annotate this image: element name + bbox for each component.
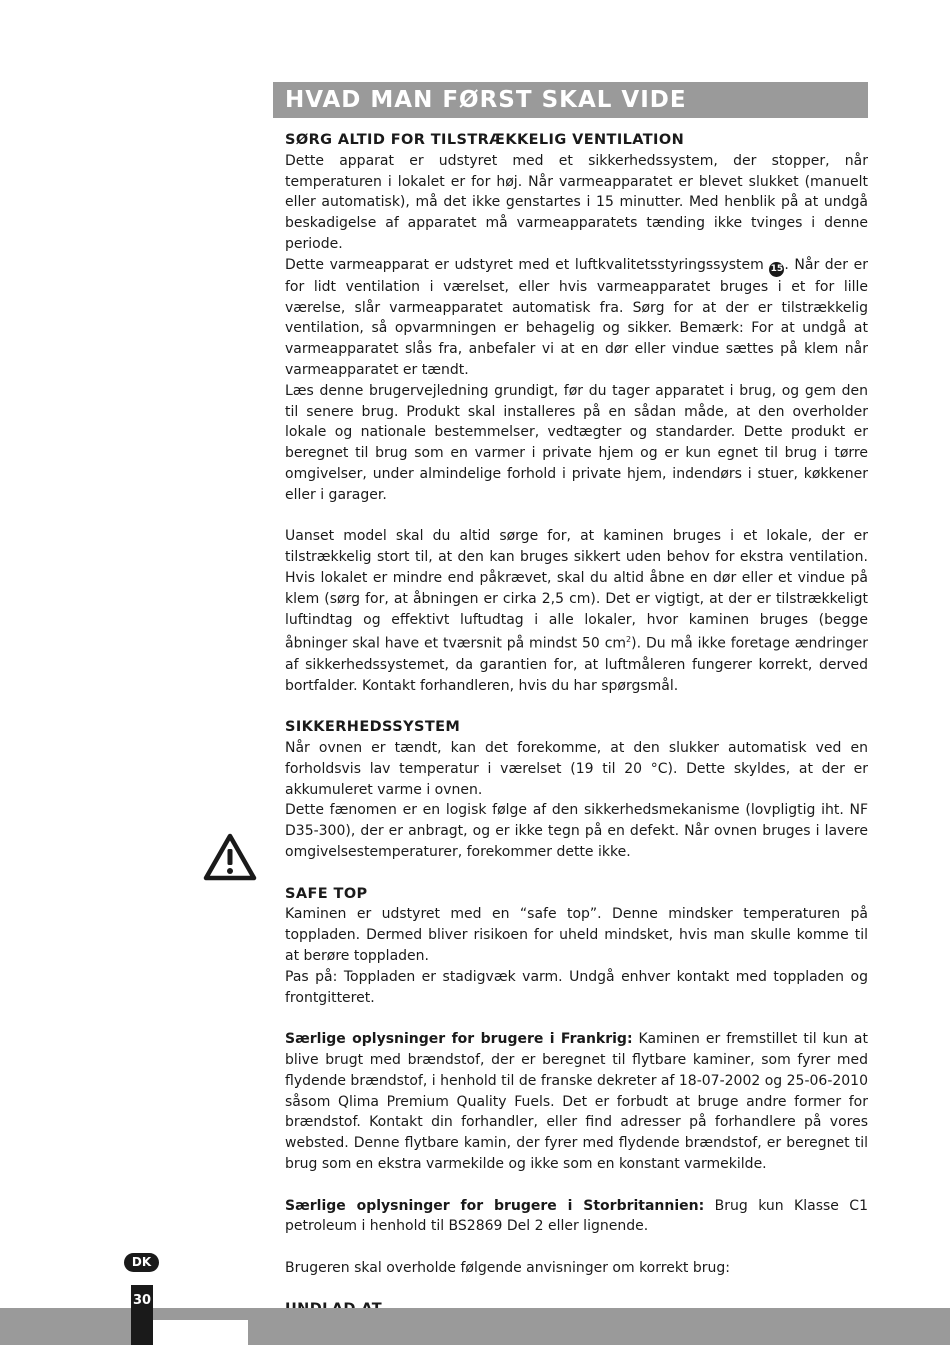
document-body: [285, 130, 868, 1341]
footer-white-block: [153, 1320, 248, 1345]
language-badge: DK: [124, 1253, 159, 1272]
paragraph: Dette apparat er udstyret med et sikkerhedssystem, der stopper, når temperaturen i lokalet er for høj. Når varmeapparatet er blevet slukket (manuelt eller automatisk), må det ikke genstartes i 15 minutter. Med henblik på at undgå beskadigelse af apparatet må varmeapparatets tænding ikke tvinges i denne periode.: [285, 152, 868, 252]
paragraph: Kaminen er udstyret med en “safe top”. Denne mindsker temperaturen på toppladen. Dermed bliver risikoen for uheld mindsket, hvis man skulle komme til at berøre toppladen.: [285, 906, 868, 964]
heading-safe-top: SAFE TOP: [285, 885, 368, 902]
paragraph-france: Særlige oplysninger for brugere i Frankrig: Kaminen er fremstillet til kun at blive brugt med brændstof, der er beregnet til flytbare kaminer, som fyrer med flydende brændstof, i henhold til de franske dekreter af 18-07-2002 og 25-06-2010 såsom Qlima Premium Quality Fuels. Det er forbudt at bruge andre former for brændstof. Kontakt din forhandler, eller find adresser på forhandlere på vores websted. Denne flytbare kamin, der fyrer med flydende brændstof, er beregnet til brug som en ekstra varmekilde og ikke som en konstant varmekilde.: [285, 1031, 868, 1172]
paragraph: Dette varmeapparat er udstyret med et luftkvalitetsstyringssystem 15. Når der er for lidt ventilation i værelset, eller hvis varmeapparatet bruges i et for lille værelse, slår varmeapparatet automatisk fra. Sørg for at der er tilstrækkelig ventilation, så opvarmningen er behagelig og sikker. Bemærk: For at undgå at varmeapparatet slås fra, anbefaler vi at en dør eller vindue sættes på klem når varmeapparatet er tændt.: [285, 256, 868, 378]
reference-number-badge: 15: [769, 262, 784, 277]
uk-label: Særlige oplysninger for brugere i Storbritannien:: [285, 1197, 705, 1214]
page-number: 30: [131, 1285, 153, 1345]
warning-triangle-icon: [203, 833, 257, 881]
paragraph: Pas på: Toppladen er stadigvæk varm. Undgå enhver kontakt med toppladen og frontgitteret.: [285, 968, 868, 1006]
paragraph-usage-intro: Brugeren skal overholde følgende anvisninger om korrekt brug:: [285, 1259, 730, 1276]
paragraph: Uanset model skal du altid sørge for, at kaminen bruges i et lokale, der er tilstrækkelig stort til, at den kan bruges sikkert uden behov for ekstra ventilation. Hvis lokalet er mindre end påkrævet, skal du altid åbne en dør eller et vindue på klem (sørg for, at åbningen er cirka 2,5 cm). Det er vigtigt, at der er tilstrækkeligt luftindtag og effektivt luftudtag i alle lokaler, hvor kaminen bruges (begge åbninger skal have et tværsnit på mindst 50 $cm^2$). Du må ikke foretage ændringer af sikkerhedssystemet, da garantien for, at luftmåleren fungerer korrekt, derved bortfalder. Kontakt forhandleren, hvis du har spørgsmål.: [285, 528, 868, 694]
paragraph: Dette fænomen er en logisk følge af den sikkerhedsmekanisme (lovpligtig iht. NF D35-300), der er anbragt, og er ikke tegn på en defekt. Når ovnen bruges i lavere omgivelsestemperaturer, forekommer dette ikke.: [285, 802, 868, 860]
paragraph: Læs denne brugervejledning grundigt, før du tager apparatet i brug, og gem den til senere brug. Produkt skal installeres på en sådan måde, at den overholder lokale og nationale bestemmelser, vedtægter og standarder. Dette produkt er beregnet til brug som en varmer i private hjem og er kun egnet til brug i tørre omgivelser, under almindelige forhold i private hjem, indendørs i stuer, køkkener eller i garager.: [285, 382, 868, 503]
section-title: HVAD MAN FØRST SKAL VIDE: [285, 87, 687, 113]
france-label: Særlige oplysninger for brugere i Frankrig:: [285, 1031, 633, 1048]
superscript: 2: [626, 635, 632, 645]
paragraph: Når ovnen er tændt, kan det forekomme, at den slukker automatisk ved en forholdsvis lav temperatur i værelset (19 til 20 °C). Dette skyldes, at der er akkumuleret varme i ovnen.: [285, 739, 868, 798]
heading-safety-system: SIKKERHEDSSYSTEM: [285, 719, 461, 736]
heading-ventilation: SØRG ALTID FOR TILSTRÆKKELIG VENTILATION: [285, 132, 685, 148]
section-banner: [273, 82, 868, 118]
paragraph-uk: Særlige oplysninger for brugere i Storbritannien: Brug kun Klasse C1 petroleum i henhold til BS2869 Del 2 eller lignende.: [285, 1197, 868, 1235]
